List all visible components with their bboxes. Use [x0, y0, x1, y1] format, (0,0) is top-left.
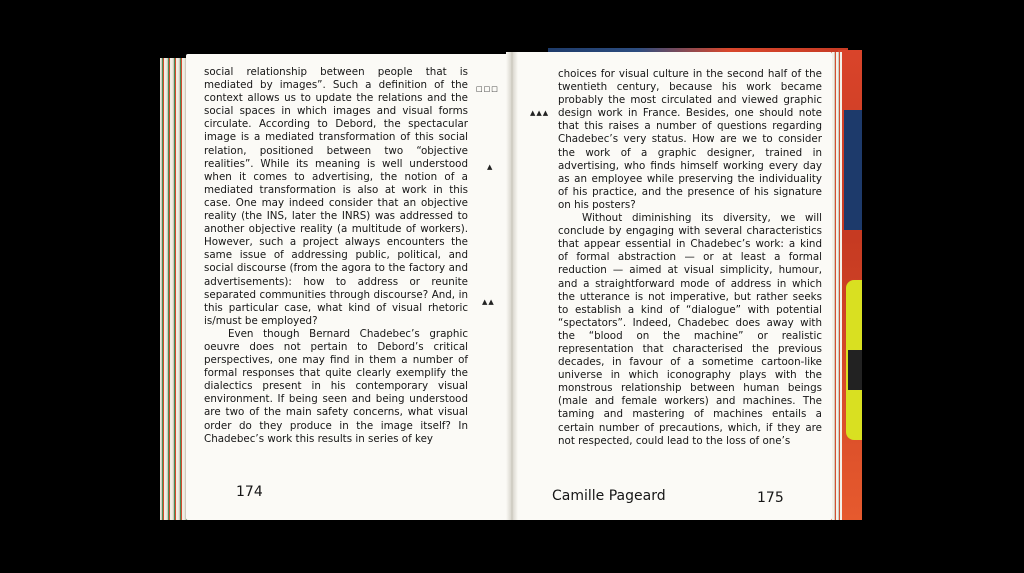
- margin-marker-double-triangle: ▲▲: [482, 298, 495, 306]
- left-paragraph-2: Even though Bernard Chadebec’s graphic oeuvre does not pertain to Debord’s critical perspectives, one may find in them a number of formal responses that quite clearly exemplify the dialectics present in his contemporary visual environment. If being seen and being understood are two of the main safety concerns, what visual order do they produce in the image itself? In Chadebec’s work this results in series of key: [204, 327, 468, 445]
- right-paragraph-2: Without diminishing its diversity, we will conclude by engaging with several characteristics that appear essential in Chadebec’s work: a kind of formal abstraction — or at least a formal reduction — aimed at visual simplicity, humour, and a straightforward mode of address in which the utterance is not imperative, but rather seeks to establish a kind of “dialogue” with potential “spectators”. Indeed, Chadebec does away with the “blood on the machine” or realistic representation that characterised the previous decades, in favour of a sometime cartoon-like universe in which iconography plays with the monstrous relationship between human beings (male and female workers) and machines. The taming and mastering of machines entails a certain number of precautions, which, if they are not respected, could lead to the loss of one’s: [558, 212, 822, 447]
- margin-marker-squares: □□□: [476, 85, 499, 93]
- running-head-author: Camille Pageard: [552, 488, 666, 504]
- page-number-left: 174: [236, 484, 263, 500]
- book-gutter: [506, 52, 518, 520]
- right-paragraph-1: choices for visual culture in the second half of the twentieth century, because his work became probably the most circulated and viewed graphic design work in France. Besides, one should note that this raises a number of questions regarding Chadebec’s very status. How are we to consider the work of a graphic designer, trained in advertising, who finds himself working every day as an employee while preserving the individuality of his practice, and the presence of his signature on his posters?: [558, 68, 822, 211]
- left-page-body: [204, 66, 468, 446]
- page-number-right: 175: [757, 490, 784, 506]
- margin-marker-triangle: ▲: [487, 163, 494, 171]
- cover-blue-block: [844, 110, 862, 230]
- page-block-edge-left: [160, 58, 188, 520]
- right-page-body: [558, 68, 822, 448]
- margin-marker-triple-triangle: ▲▲▲: [530, 109, 550, 117]
- left-paragraph-1: social relationship between people that is mediated by images”. Such a definition of the context allows us to update the relations and the social spaces in which images and visual forms circulate. According to Debord, the spectacular image is a mediated transformation of this social relation, positioned between two “objective realities”. While its meaning is well understood when it comes to advertising, the notion of a mediated transformation is also at work in this case. One may indeed consider that an objective reality (the INS, later the INRS) was addressed to another objective reality (a multitude of workers). However, such a project always encounters the same issue of addressing public, political, and social discourse (from the agora to the factory and advertisements): how to address or reunite separated communities through discourse? And, in this particular case, what kind of visual rhetoric is/must be employed?: [204, 66, 468, 327]
- cover-dark-block: [848, 350, 862, 390]
